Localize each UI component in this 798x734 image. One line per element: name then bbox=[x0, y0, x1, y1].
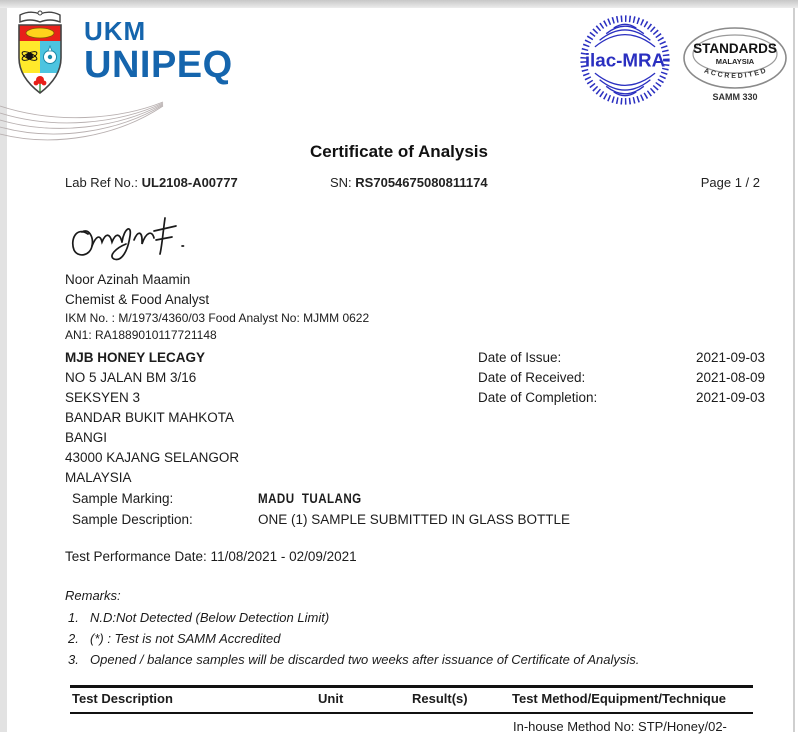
page-number: Page 1 / 2 bbox=[700, 175, 760, 190]
remark-text: N.D:Not Detected (Below Detection Limit) bbox=[90, 610, 330, 625]
table-cell-method-partial: In-house Method No: STP/Honey/02- bbox=[513, 719, 727, 734]
page-edge-right bbox=[793, 8, 795, 732]
sn-ref bbox=[330, 175, 488, 190]
sample-description-label: Sample Description: bbox=[72, 512, 193, 527]
table-header-results: Result(s) bbox=[412, 691, 468, 706]
lab-ref-value: UL2108-A00777 bbox=[141, 175, 238, 190]
table-header-underline bbox=[70, 712, 753, 714]
sn-value: RS7054675080811174 bbox=[355, 175, 488, 190]
remark-text: (*) : Test is not SAMM Accredited bbox=[90, 631, 281, 646]
ukm-crest-icon bbox=[12, 10, 68, 98]
signature bbox=[62, 206, 227, 264]
remark-text: Opened / balance samples will be discarded two weeks after issuance of Certificate of Analysis. bbox=[90, 652, 640, 667]
date-of-completion-value: 2021-09-03 bbox=[695, 390, 765, 405]
date-of-completion-label: Date of Completion: bbox=[478, 390, 598, 405]
date-of-received-value: 2021-08-09 bbox=[695, 370, 765, 385]
ilac-mra-label: ilac-MRA bbox=[584, 49, 666, 71]
table-header-test-description: Test Description bbox=[72, 691, 173, 706]
address-line: 43000 KAJANG SELANGOR bbox=[65, 450, 240, 465]
date-of-issue-label: Date of Issue: bbox=[478, 350, 562, 365]
analyst-name: Noor Azinah Maamin bbox=[65, 272, 191, 287]
standards-line1: STANDARDS bbox=[693, 41, 777, 56]
address-line: BANDAR BUKIT MAHKOTA bbox=[65, 410, 235, 425]
brand-unipeq-text: UNIPEQ bbox=[84, 44, 233, 86]
table-header-method: Test Method/Equipment/Technique bbox=[512, 691, 727, 706]
date-of-received-label: Date of Received: bbox=[478, 370, 586, 385]
standards-line2: MALAYSIA bbox=[715, 57, 755, 66]
address-line: SEKSYEN 3 bbox=[65, 390, 141, 405]
table-top-border bbox=[70, 685, 753, 688]
test-performance-date: Test Performance Date: 11/08/2021 - 02/09/2021 bbox=[65, 549, 357, 564]
remark-number: 3. bbox=[68, 652, 79, 667]
customer-address-block bbox=[65, 348, 239, 488]
sample-description-value: ONE (1) SAMPLE SUBMITTED IN GLASS BOTTLE bbox=[258, 512, 571, 527]
address-line: MALAYSIA bbox=[65, 470, 132, 485]
swoosh-decoration bbox=[0, 98, 170, 148]
table-header-unit: Unit bbox=[318, 691, 344, 706]
date-of-issue-value: 2021-09-03 bbox=[695, 350, 765, 365]
analyst-ikm-no: IKM No. : M/1973/4360/03 Food Analyst No: MJMM 0622 bbox=[65, 311, 370, 325]
page-title: Certificate of Analysis bbox=[310, 142, 488, 161]
brand-ukm-text: UKM bbox=[84, 16, 147, 46]
customer-name: MJB HONEY LECAGY bbox=[65, 350, 206, 365]
remark-number: 1. bbox=[68, 610, 79, 625]
standards-malaysia-logo bbox=[682, 26, 788, 90]
sample-marking-value: MADU TUALANG bbox=[258, 491, 362, 506]
lab-ref-label: Lab Ref No.: bbox=[65, 175, 142, 190]
lab-ref bbox=[65, 175, 238, 190]
analyst-an1-no: AN1: RA1889010117721148 bbox=[65, 328, 217, 342]
address-line: BANGI bbox=[65, 430, 108, 445]
ilac-mra-logo bbox=[578, 13, 672, 107]
remark-number: 2. bbox=[68, 631, 79, 646]
sn-label: SN: bbox=[330, 175, 356, 190]
remarks-heading: Remarks: bbox=[65, 588, 121, 603]
svg-text:ACCREDITED bbox=[703, 67, 769, 80]
sample-marking-label: Sample Marking: bbox=[72, 491, 174, 506]
samm-330-label: SAMM 330 bbox=[712, 92, 758, 102]
standards-line3: ACCREDITED bbox=[703, 66, 769, 81]
address-line: NO 5 JALAN BM 3/16 bbox=[65, 370, 197, 385]
page-edge-top bbox=[0, 0, 798, 8]
analyst-role: Chemist & Food Analyst bbox=[65, 292, 210, 307]
